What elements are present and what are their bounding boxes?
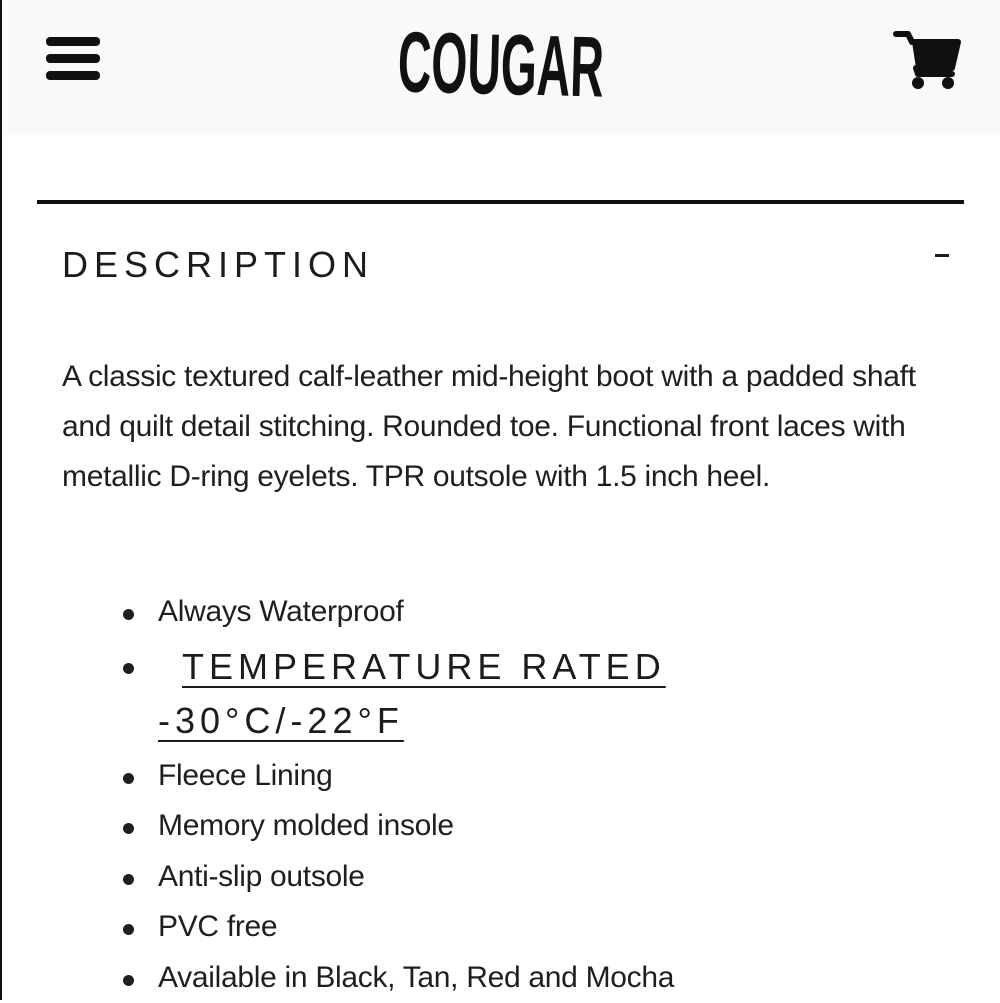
logo-text: COUGAR [397,14,605,115]
site-header [2,0,1000,135]
feature-text: Anti-slip outsole [158,860,365,893]
temperature-rating-link[interactable]: TEMPERATURE RATED -30°C/-22°F [158,640,718,748]
feature-text: Available in Black, Tan, Red and Mocha [158,961,674,994]
feature-item [0,751,1000,802]
shopping-cart-icon[interactable] [894,28,962,92]
bullet-icon [123,609,134,620]
bullet-icon [123,975,134,986]
feature-text: Fleece Lining [158,759,333,792]
bullet-icon [123,874,134,885]
feature-item [0,801,1000,852]
feature-item [0,953,1000,1003]
feature-item [0,587,1000,638]
cougar-logo[interactable] [390,14,612,110]
collapse-toggle-icon[interactable] [928,236,958,272]
bullet-icon [123,823,134,834]
bullet-icon [123,663,134,674]
logo-wordmark [390,14,612,110]
feature-list [0,587,1000,1003]
bullet-icon [123,924,134,935]
section-divider [37,200,964,204]
feature-item [0,902,1000,953]
feature-text: PVC free [158,910,277,943]
feature-text: Memory molded insole [158,809,454,842]
feature-item [0,852,1000,903]
hamburger-menu-icon[interactable] [44,34,102,84]
feature-item-temperature [0,638,1000,751]
bullet-icon [123,773,134,784]
feature-text: Always Waterproof [158,595,404,628]
description-heading[interactable]: DESCRIPTION [62,243,374,287]
product-description: A classic textured calf-leather mid-height boot with a padded shaft and quilt detail stitching. Rounded toe. Functional front laces with metallic D-ring eyelets. TPR outsole with 1.5 inch heel. [62,352,942,502]
